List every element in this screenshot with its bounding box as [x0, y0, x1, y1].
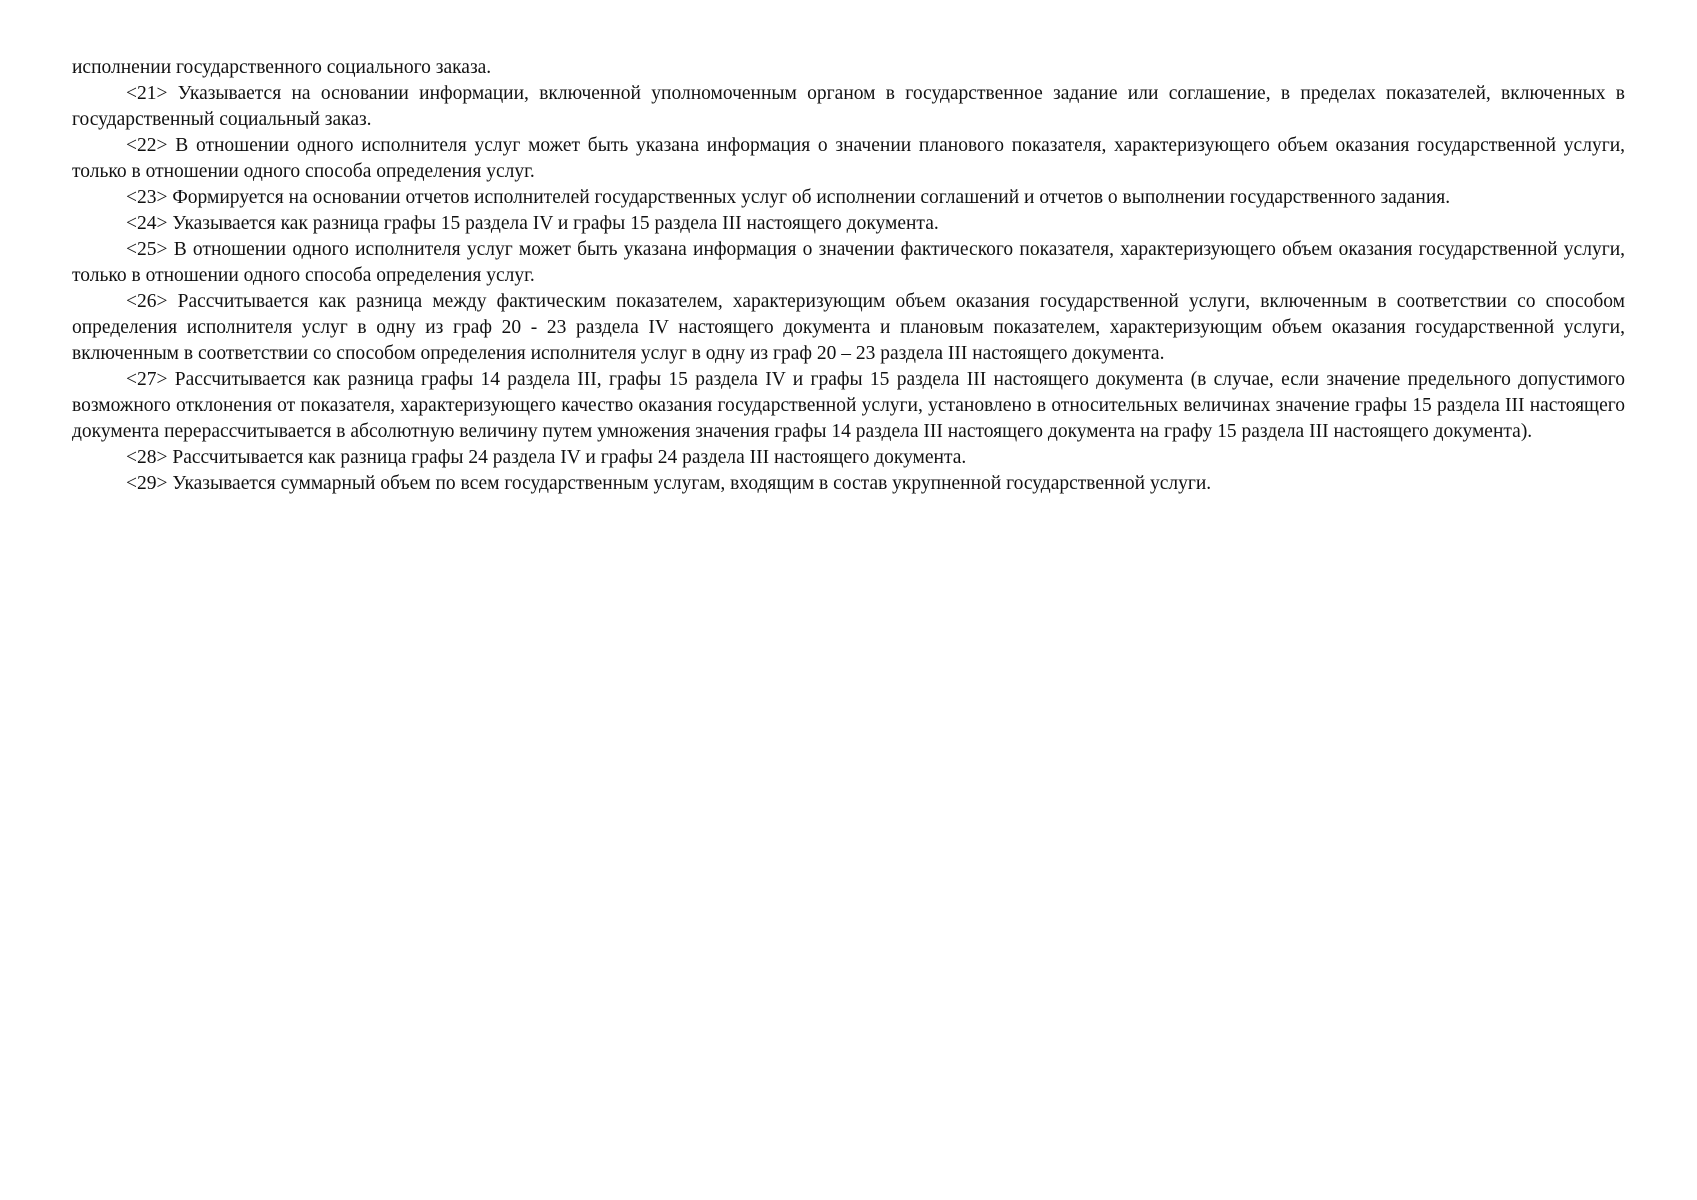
footnote-23: <23> Формируется на основании отчетов исполнителей государственных услуг об исполнении соглашений и отчетов о выполнении государственного задания.: [126, 187, 1451, 208]
continuation-text: исполнении государственного социального заказа.: [72, 57, 492, 78]
document-page: [72, 55, 1625, 497]
footnote-28: <28> Рассчитывается как разница графы 24 раздела IV и графы 24 раздела III настоящего документа.: [126, 447, 967, 468]
footnote-27: <27> Рассчитывается как разница графы 14 раздела III, графы 15 раздела IV и графы 15 раздела III настоящего документа (в случае, если значение предельного допустимого возможного отклонения от показателя, характеризующего качество оказания государственной услуги, установлено в относительных величинах значение графы 15 раздела III настоящего документа перерассчитывается в абсолютную величину путем умножения значения графы 14 раздела III настоящего документа на графу 15 раздела III настоящего документа).: [72, 369, 1625, 442]
footnote-26: <26> Рассчитывается как разница между фактическим показателем, характеризующим объем оказания государственной услуги, включенным в соответствии со способом определения исполнителя услуг в одну из граф 20 - 23 раздела IV настоящего документа и плановым показателем, характеризующим объем оказания государственной услуги, включенным в соответствии со способом определения исполнителя услуг в одну из граф 20 – 23 раздела III настоящего документа.: [72, 291, 1625, 364]
footnote-25: <25> В отношении одного исполнителя услуг может быть указана информация о значении фактического показателя, характеризующего объем оказания государственной услуги, только в отношении одного способа определения услуг.: [72, 239, 1625, 286]
footnote-24: <24> Указывается как разница графы 15 раздела IV и графы 15 раздела III настоящего документа.: [126, 213, 939, 234]
footnote-29: <29> Указывается суммарный объем по всем государственным услугам, входящим в состав укрупненной государственной услуги.: [126, 473, 1212, 494]
footnote-22: <22> В отношении одного исполнителя услуг может быть указана информация о значении планового показателя, характеризующего объем оказания государственной услуги, только в отношении одного способа определения услуг.: [72, 135, 1625, 182]
footnote-21: <21> Указывается на основании информации, включенной уполномоченным органом в государственное задание или соглашение, в пределах показателей, включенных в государственный социальный заказ.: [72, 83, 1625, 130]
